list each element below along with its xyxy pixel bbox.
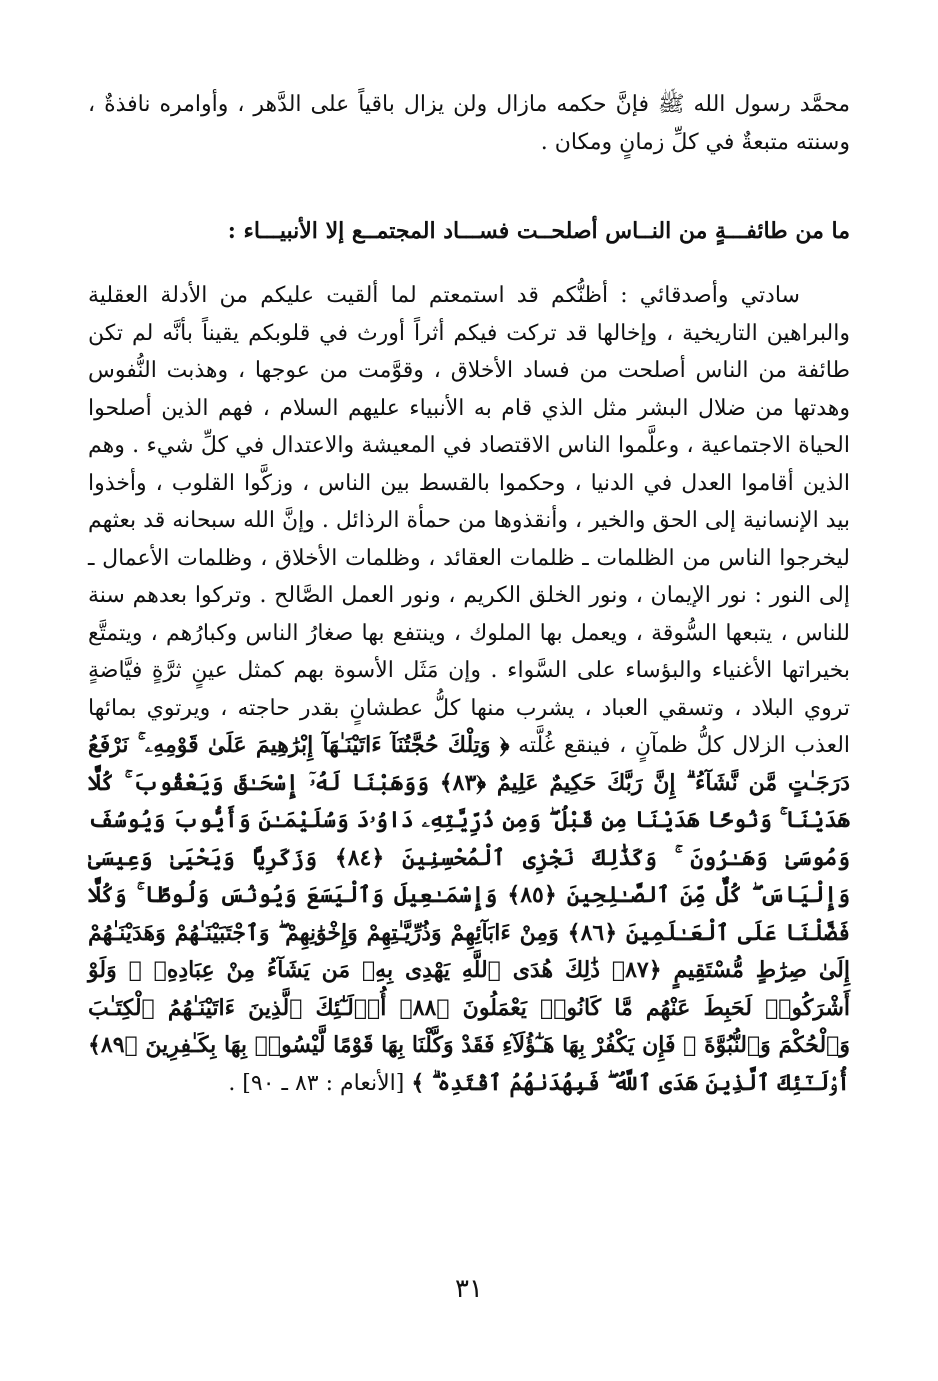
document-page (88, 86, 850, 1316)
intro-paragraph: محمَّد رسول الله ﷺ فإنَّ حكمه مازال ولن يزال باقياً على الدَّهر ، وأوامره نافذةٌ ، وسنته متبعةٌ في كلِّ زمانٍ ومكان . (88, 92, 850, 155)
section-heading: ما من طائفـــةٍ من النــاس أصلحــت فســـاد المجتمــع إلا الأنبيـــاء : (227, 218, 850, 244)
quran-verses: ﴿ وَتِلْكَ حُجَّتُنَآ ءَاتَيْنَـٰهَآ إِبْرَٰهِيمَ عَلَىٰ قَوْمِهِۦ ۚ نَرْفَعُ دَرَجَـٰتٍ مَّن نَّشَآءُ ۗ إِنَّ رَبَّكَ حَكِيمٌ عَلِيمٌ ﴿٨٣﴾ وَوَهَبْنَا لَهُۥٓ إِسْحَـٰقَ وَيَعْقُوبَ ۚ كُلًّا هَدَيْنَا ۚ وَنُوحًا هَدَيْنَا مِن قَبْلُ ۖ وَمِن ذُرِّيَّتِهِۦ دَاوُۥدَ وَسُلَيْمَـٰنَ وَأَيُّوبَ وَيُوسُفَ وَمُوسَىٰ وَهَـٰرُونَ ۚ وَكَذَٰلِكَ نَجْزِى ٱلْمُحْسِنِينَ ﴿٨٤﴾ وَزَكَرِيَّا وَيَحْيَىٰ وَعِيسَىٰ وَإِلْيَاسَ ۖ كُلٌّ مِّنَ ٱلصَّـٰلِحِينَ ﴿٨٥﴾ وَإِسْمَـٰعِيلَ وَٱلْيَسَعَ وَيُونُسَ وَلُوطًا ۚ وَكُلًّا فَضَّلْنَا عَلَى ٱلْعَـٰلَمِينَ ﴿٨٦﴾ وَمِنْ ءَابَآئِهِمْ وَذُرِّيَّـٰتِهِمْ وَإِخْوَٰنِهِمْ ۖ وَٱجْتَبَيْنَـٰهُمْ وَهَدَيْنَـٰهُمْ إِلَىٰ صِرَٰطٍ مُّسْتَقِيمٍ ﴿٨٧﴾ ذَٰلِكَ هُدَى ٱللَّهِ يَهْدِى بِهِۦ مَن يَشَآءُ مِنْ عِبَادِهِۦ ۚ وَلَوْ أَشْرَكُوا۟ لَحَبِطَ عَنْهُم مَّا كَانُوا۟ يَعْمَلُونَ ﴿٨٨﴾ أُو۟لَـٰٓئِكَ ٱلَّذِينَ ءَاتَيْنَـٰهُمُ ٱلْكِتَـٰبَ وَٱلْحُكْمَ وَٱلنُّبُوَّةَ ۚ فَإِن يَكْفُرْ بِهَا هَـٰٓؤُلَآءِ فَقَدْ وَكَّلْنَا بِهَا قَوْمًا لَّيْسُوا۟ بِهَا بِكَـٰفِرِينَ ﴿٨٩﴾ أُو۟لَـٰٓئِكَ ٱلَّذِينَ هَدَى ٱللَّهُ ۖ فَبِهُدَىٰهُمُ ٱقْتَدِهْ ۗ ﴾ (88, 732, 851, 1096)
verse-reference: [الأنعام : ٨٣ ـ ٩٠] . (228, 1070, 405, 1096)
page-number: ٣١ (455, 1274, 483, 1304)
body-paragraph (88, 277, 850, 1102)
body-text: سادتي وأصدقائي : أظنُّكم قد استمعتم لما ألقيت عليكم من الأدلة العقلية والبراهين التاريخية ، وإخالها قد تركت فيكم أثراً أورث في قلوبكم يقيناً بأنَّه لم تكن طائفة من الناس أصلحت من فساد الأخلاق ، وقوَّمت من عوجها ، وهذبت النُّفوس وهدتها من ضلال البشر مثل الذي قام به الأنبياء عليهم السلام ، فهم الذين أصلحوا الحياة الاجتماعية ، وعلَّموا الناس الاقتصاد في المعيشة والاعتدال في كلِّ شيء . وهم الذين أقاموا العدل في الدنيا ، وحكموا بالقسط بين الناس ، وزكَّوا القلوب ، وأخذوا بيد الإنسانية إلى الحق والخير ، وأنقذوها من حمأة الرذائل . وإنَّ الله سبحانه قد بعثهم ليخرجوا الناس من الظلمات ـ ظلمات العقائد ، وظلمات الأخلاق ، وظلمات الأعمال ـ إلى النور : نور الإيمان ، ونور الخلق الكريم ، ونور العمل الصَّالح . وتركوا بعدهم سنة للناس ، يتبعها السُّوقة ، ويعمل بها الملوك ، وينتفع بها صغارُ الناس وكبارُهم ، ويتمتَّع بخيراتها الأغنياء والبؤساء على السَّواء . وإن مَثَل الأسوة بهم كمثل عينٍ ثرَّةٍ فيَّاضةٍ تروي البلاد ، وتسقي العباد ، يشرب منها كلُّ عطشانٍ بقدر حاجته ، ويرتوي بمائها العذب الزلال كلُّ ظمآنٍ ، فينقع غُلَّته (88, 283, 851, 758)
